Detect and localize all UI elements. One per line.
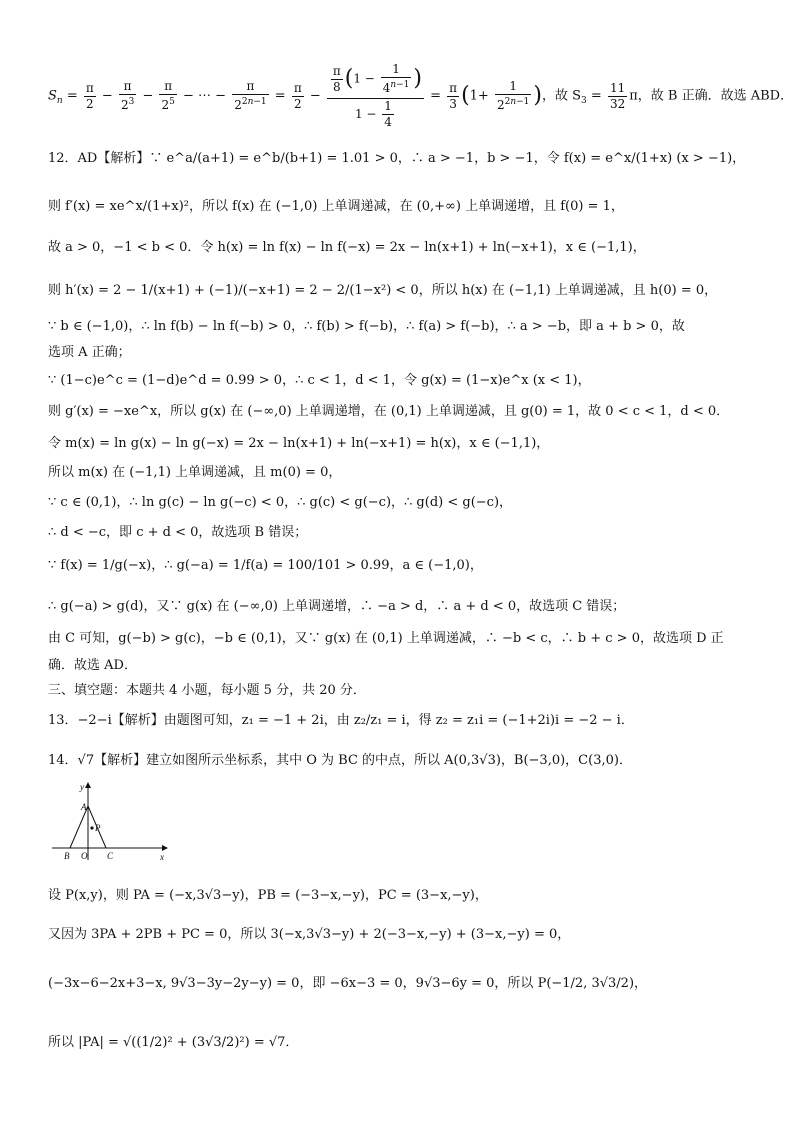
q12-line-13: ∵ f(x) = 1/g(−x)，∴ g(−a) = 1/f(a) = 100/101 > 0.99，a ∈ (−1,0)， <box>48 558 483 573</box>
q12-line-2: 则 f′(x) = xe^x/(1+x)²，所以 f(x) 在 (−1,0) 上单调递减，在 (0,+∞) 上单调递增，且 f(0) = 1， <box>48 199 624 214</box>
q12-line-15: 由 C 可知，g(−b) > g(c)，−b ∈ (0,1)，又∵ g(x) 在 (0,1) 上单调递减，∴ −b < c，∴ b + c > 0，故选项 D 正 <box>48 631 724 646</box>
q12-line-3: 故 a > 0，−1 < b < 0．令 h(x) = ln f(x) − ln f(−x) = 2x − ln(x+1) + ln(−x+1)，x ∈ (−1,1)， <box>48 240 646 255</box>
x-axis-arrow <box>162 845 168 851</box>
q12-line-14: ∴ g(−a) > g(d)，又∵ g(x) 在 (−∞,0) 上单调递增，∴ −a > d，∴ a + d < 0，故选项 C 错误； <box>48 599 626 614</box>
q12-text-1: ∵ e^a/(a+1) = e^b/(b+1) = 1.01 > 0，∴ a > −1，b > −1，令 f(x) = e^x/(1+x) (x > −1)， <box>149 151 746 166</box>
q14-line-2: 设 P(x,y)，则 PA = (−x,3√3−y)，PB = (−3−x,−y)，PC = (3−x,−y)， <box>48 888 488 903</box>
q12-line-8: 则 g′(x) = −xe^x，所以 g(x) 在 (−∞,0) 上单调递增，在 (0,1) 上单调递减，且 g(0) = 1，故 0 < c < 1，d < 0． <box>48 404 730 419</box>
label-b: B <box>64 851 70 861</box>
label-y: y <box>80 782 84 792</box>
sn-symbol: S <box>48 88 57 104</box>
sn-formula-line: $S_n$ = $\frac{\pi}{2}$ − $\frac{\pi}{2^3}$ − $\frac{\pi}{2^5}$ − ⋯ − $\frac{\pi}{2^{2n-1}}$ = $\frac{\pi}{2}$ − $\frac{\pi}{8}$ (1 − $\frac{1}{4^{n-1}}$ ) 1 − $\frac{1}{4}$ = $\frac{\pi}{3}$ (1+ $\frac{1}{2^{2n-1}}$ )，故 $S_3$ = $\frac{11}{32}$ π，故 B 正确．故选 ABD． <box>48 62 794 129</box>
sn-subscript: n <box>56 96 63 107</box>
q12-line-4: 则 h′(x) = 2 − 1/(x+1) + (−1)/(−x+1) = 2 − 2/(1−x²) < 0，所以 h(x) 在 (−1,1) 上单调递减，且 h(0) = 0， <box>48 283 718 298</box>
line1-conclusion: π，故 B 正确．故选 ABD． <box>629 88 794 104</box>
coordinate-figure <box>50 780 170 862</box>
q12-line-10: 所以 m(x) 在 (−1,1) 上单调递减，且 m(0) = 0， <box>48 465 342 480</box>
q14-line-5: 所以 |PA| = √((1/2)² + (3√3/2)²) = √7． <box>48 1035 299 1050</box>
q12-line-9: 令 m(x) = ln g(x) − ln g(−x) = 2x − ln(x+1) + ln(−x+1) = h(x)，x ∈ (−1,1)， <box>48 436 550 451</box>
y-axis-arrow <box>85 782 91 788</box>
q12-line-11: ∵ c ∈ (0,1)，∴ ln g(c) − ln g(−c) < 0，∴ g(c) < g(−c)，∴ g(d) < g(−c)， <box>48 495 513 510</box>
triangle-side-ab <box>70 806 88 848</box>
q12-line-12: ∴ d < −c，即 c + d < 0，故选项 B 错误； <box>48 525 308 540</box>
point-p <box>90 826 93 829</box>
q12-line-5: ∵ b ∈ (−1,0)，∴ ln f(b) − ln f(−b) > 0，∴ f(b) > f(−b)，∴ f(a) > f(−b)，∴ a > −b，即 a + b > 0，故 <box>48 319 685 334</box>
q12-line-7: ∵ (1−c)e^c = (1−d)e^d = 0.99 > 0，∴ c < 1，d < 1，令 g(x) = (1−x)e^x (x < 1)， <box>48 373 591 388</box>
q14-line-1: 14．√7【解析】建立如图所示坐标系，其中 O 为 BC 的中点，所以 A(0,3√3)，B(−3,0)，C(3,0)． <box>48 753 632 768</box>
s3-prefix: ，故 S <box>542 88 582 104</box>
q14-line-4: (−3x−6−2x+3−x, 9√3−3y−2y−y) = 0，即 −6x−3 = 0，9√3−6y = 0，所以 P(−1/2, 3√3/2)， <box>48 976 648 991</box>
label-p: P <box>95 823 101 833</box>
label-o: O <box>81 851 88 861</box>
label-x: x <box>160 852 164 862</box>
q12-line-1 <box>48 150 745 168</box>
label-c: C <box>107 851 114 861</box>
s3-subscript: 3 <box>581 96 587 107</box>
q14-line-3: 又因为 3PA + 2PB + PC = 0，所以 3(−x,3√3−y) + 2(−3−x,−y) + (3−x,−y) = 0， <box>48 927 571 942</box>
label-a: A <box>81 802 87 812</box>
q12-line-6: 选项 A 正确； <box>48 345 131 360</box>
q13-line: 13．−2−i【解析】由题图可知，z₁ = −1 + 2i，由 z₂/z₁ = i，得 z₂ = z₁i = (−1+2i)i = −2 − i． <box>48 713 634 728</box>
section-3-heading: 三、填空题：本题共 4 小题，每小题 5 分，共 20 分． <box>48 683 366 698</box>
q12-line-16: 确．故选 AD． <box>48 658 137 673</box>
s3-denominator: 32 <box>609 96 626 111</box>
s3-numerator: 11 <box>609 80 626 95</box>
q12-label: 12．AD【解析】 <box>48 151 150 166</box>
